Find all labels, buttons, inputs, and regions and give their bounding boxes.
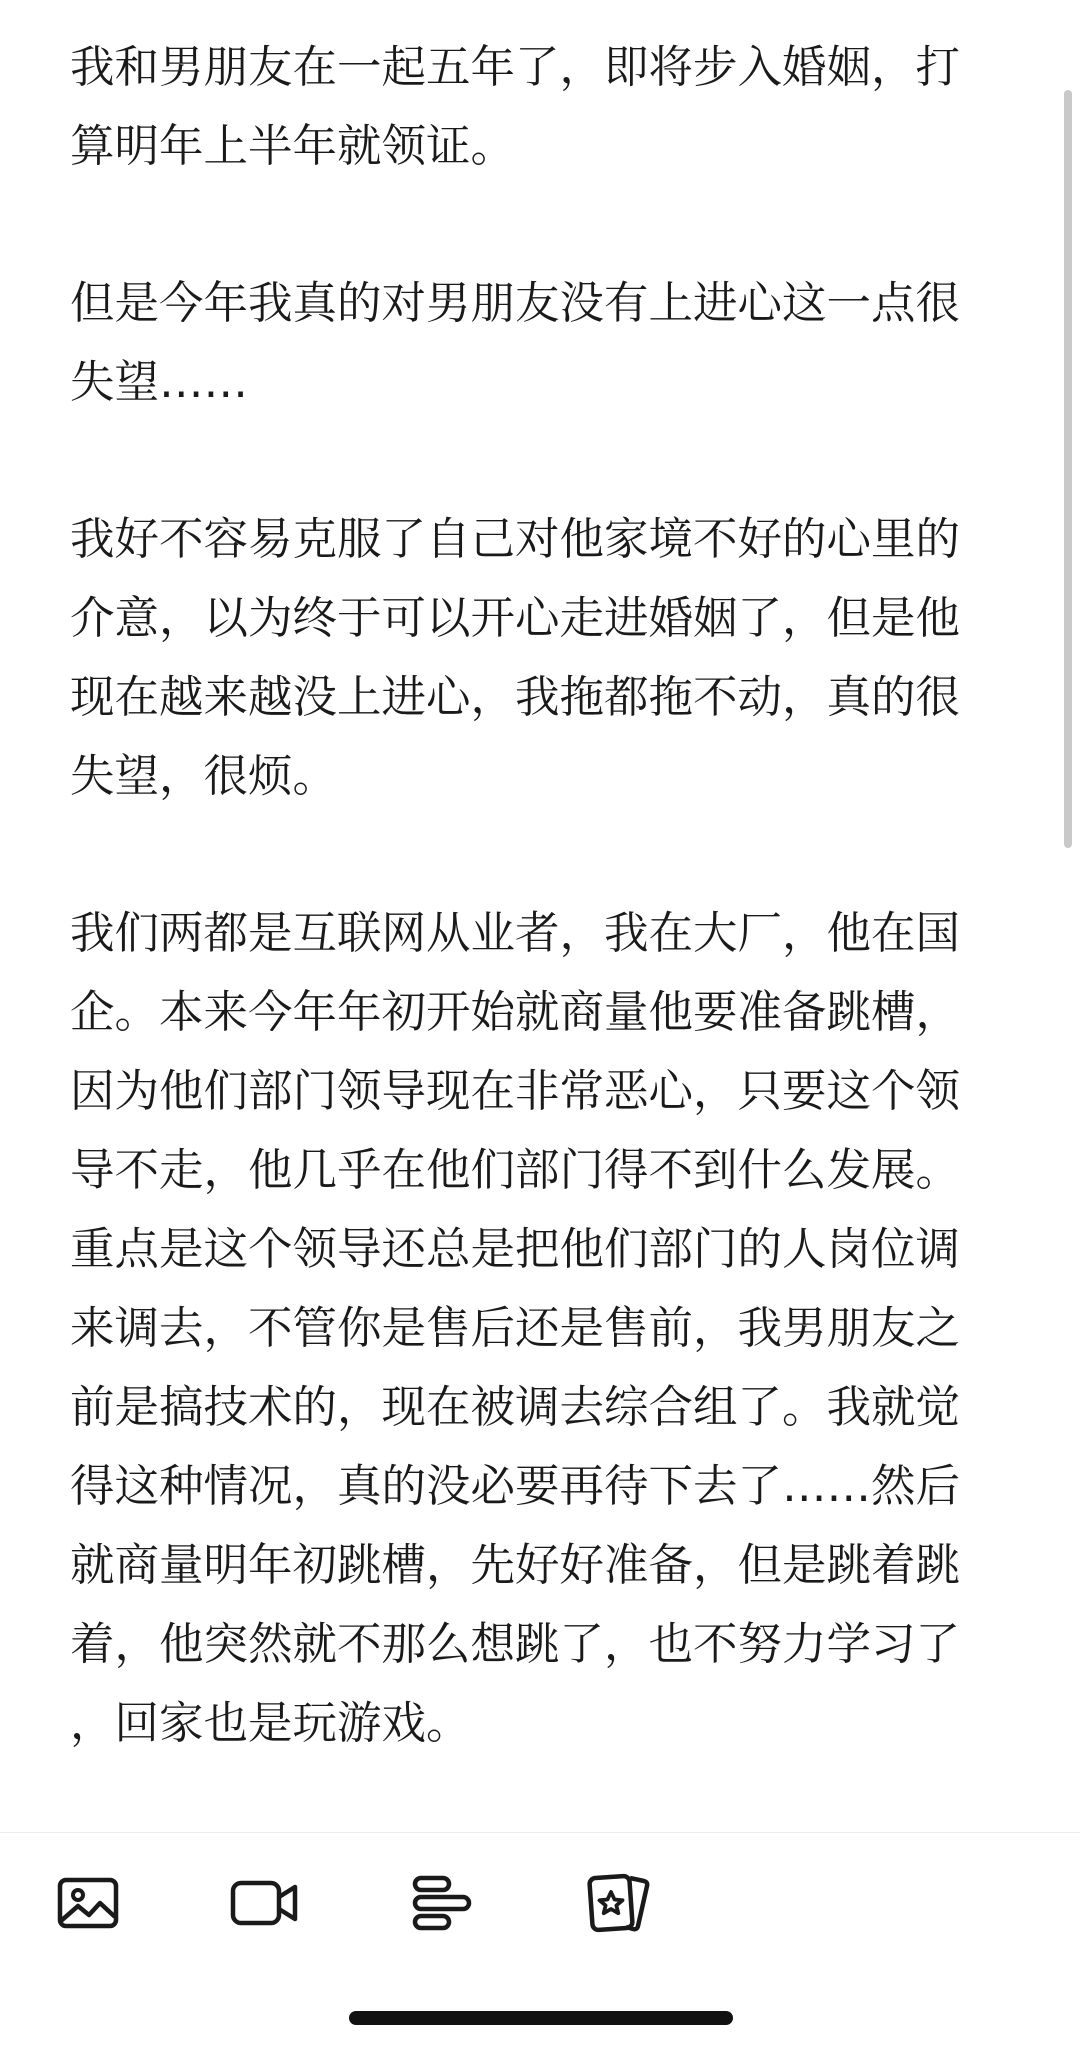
paragraph-line: 导不走，他几乎在他们部门得不到什么发展。 <box>70 1145 961 1196</box>
paragraph-line: 因为他们部门领导现在非常恶心，只要这个领 <box>70 1066 961 1117</box>
paragraph-line: 我好不容易克服了自己对他家境不好的心里的 <box>70 514 961 565</box>
insert-image-button[interactable] <box>48 1863 128 1943</box>
video-icon <box>230 1878 300 1928</box>
post-body <box>70 28 1015 1841</box>
paragraph-line: 但是今年我真的对男朋友没有上进心这一点很 <box>70 278 961 329</box>
paragraph-line: 企。本来今年年初开始就商量他要准备跳槽， <box>70 987 961 1038</box>
paragraph-line: 我们两都是互联网从业者，我在大厂，他在国 <box>70 908 961 959</box>
paragraph-line: 就商量明年初跳槽，先好好准备，但是跳着跳 <box>70 1540 961 1591</box>
home-indicator[interactable] <box>349 2011 733 2025</box>
paragraph-line: 失望…… <box>70 357 249 408</box>
paragraph-line: 来调去，不管你是售后还是售前，我男朋友之 <box>70 1303 961 1354</box>
text-format-icon <box>412 1875 472 1931</box>
paragraph-line: ，回家也是玩游戏。 <box>70 1698 471 1749</box>
paragraph-line: 着，他突然就不那么想跳了，也不努力学习了 <box>70 1619 961 1670</box>
paragraph-line: 得这种情况，真的没必要再待下去了……然后 <box>70 1461 961 1512</box>
paragraph-line: 前是搞技术的，现在被调去综合组了。我就觉 <box>70 1382 961 1433</box>
sticker-button[interactable] <box>579 1863 659 1943</box>
paragraph-2 <box>70 264 1015 422</box>
insert-video-button[interactable] <box>225 1863 305 1943</box>
paragraph-line: 重点是这个领导还总是把他们部门的人岗位调 <box>70 1224 961 1275</box>
sticker-star-icon <box>586 1872 652 1934</box>
paragraph-line: 现在越来越没上进心，我拖都拖不动，真的很 <box>70 672 961 723</box>
paragraph-1 <box>70 28 1015 186</box>
paragraph-3 <box>70 500 1015 816</box>
paragraph-line: 介意，以为终于可以开心走进婚姻了，但是他 <box>70 593 961 644</box>
paragraph-line: 我和男朋友在一起五年了，即将步入婚姻，打 <box>70 42 961 93</box>
paragraph-line: 算明年上半年就领证。 <box>70 121 516 172</box>
text-format-button[interactable] <box>402 1863 482 1943</box>
scrollbar-thumb[interactable] <box>1064 90 1072 848</box>
image-icon <box>56 1876 120 1930</box>
paragraph-line: 失望，很烦。 <box>70 751 338 802</box>
paragraph-4 <box>70 894 1015 1763</box>
